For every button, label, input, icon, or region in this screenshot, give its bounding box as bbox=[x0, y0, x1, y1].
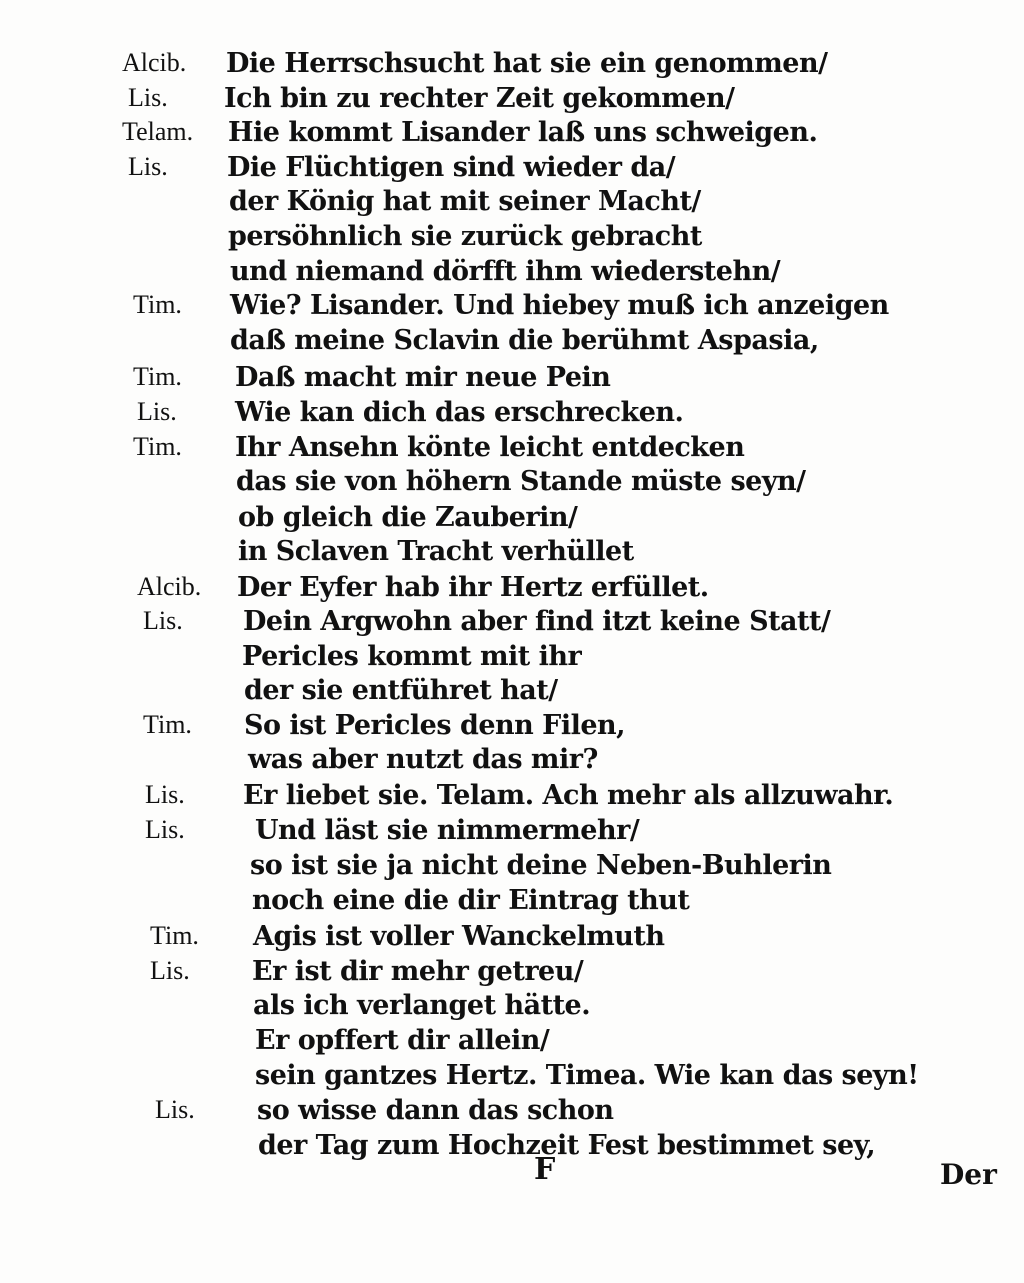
speaker-label: Lis. bbox=[137, 397, 177, 426]
verse-text: in Sclaven Tracht verhüllet bbox=[238, 536, 634, 567]
verse-line bbox=[0, 466, 1024, 502]
verse-text: der König hat mit seiner Macht/ bbox=[229, 186, 701, 217]
verse-text: Der Eyfer hab ihr Hertz erfüllet. bbox=[237, 572, 709, 603]
verse-line bbox=[0, 83, 1024, 119]
verse-text: Daß macht mir neue Pein bbox=[235, 362, 611, 393]
verse-text: was aber nutzt das mir? bbox=[248, 744, 598, 775]
verse-text: persöhnlich sie zurück gebracht bbox=[228, 221, 702, 252]
speaker-label: Lis. bbox=[150, 956, 190, 985]
verse-line bbox=[0, 1060, 1024, 1096]
verse-line bbox=[0, 572, 1024, 608]
speaker-label: Telam. bbox=[122, 117, 194, 146]
verse-line bbox=[0, 885, 1024, 921]
speaker-label: Alcib. bbox=[137, 572, 202, 601]
verse-text: Die Flüchtigen sind wieder da/ bbox=[227, 152, 676, 183]
speaker-label: Alcib. bbox=[122, 48, 187, 77]
verse-line bbox=[0, 815, 1024, 851]
verse-text: Dein Argwohn aber find itzt keine Statt/ bbox=[243, 606, 831, 637]
speaker-label: Lis. bbox=[145, 780, 185, 809]
verse-line bbox=[0, 397, 1024, 433]
verse-line bbox=[0, 1130, 1024, 1166]
verse-line bbox=[0, 1025, 1024, 1061]
speaker-label: Lis. bbox=[128, 152, 168, 181]
verse-text: so wisse dann das schon bbox=[257, 1095, 614, 1126]
verse-text: als ich verlanget hätte. bbox=[253, 990, 591, 1021]
verse-text: das sie von höhern Stande müste seyn/ bbox=[236, 466, 806, 497]
verse-line bbox=[0, 606, 1024, 642]
verse-line bbox=[0, 325, 1024, 361]
speaker-label: Tim. bbox=[133, 290, 182, 319]
speaker-label: Lis. bbox=[155, 1095, 195, 1124]
speaker-label: Tim. bbox=[143, 710, 192, 739]
verse-text: Wie kan dich das erschrecken. bbox=[235, 397, 684, 428]
verse-text: der sie entführet hat/ bbox=[244, 675, 558, 706]
verse-text: Er ist dir mehr getreu/ bbox=[252, 956, 584, 987]
verse-line bbox=[0, 956, 1024, 992]
verse-text: so ist sie ja nicht deine Neben-Buhlerin bbox=[250, 850, 832, 881]
verse-text: noch eine die dir Eintrag thut bbox=[252, 885, 690, 916]
verse-line bbox=[0, 152, 1024, 188]
verse-line bbox=[0, 432, 1024, 468]
verse-line bbox=[0, 675, 1024, 711]
verse-text: So ist Pericles denn Filen, bbox=[244, 710, 626, 741]
speaker-label: Lis. bbox=[128, 83, 168, 112]
verse-line bbox=[0, 502, 1024, 538]
verse-line bbox=[0, 186, 1024, 222]
verse-text: Die Herrschsucht hat sie ein genommen/ bbox=[226, 48, 828, 79]
speaker-label: Tim. bbox=[133, 432, 182, 461]
verse-line bbox=[0, 536, 1024, 572]
verse-text: Ich bin zu rechter Zeit gekommen/ bbox=[224, 83, 735, 114]
verse-line bbox=[0, 710, 1024, 746]
verse-text: ob gleich die Zauberin/ bbox=[238, 502, 578, 533]
verse-line bbox=[0, 48, 1024, 84]
verse-text: Er opffert dir allein/ bbox=[255, 1025, 550, 1056]
verse-line bbox=[0, 117, 1024, 153]
verse-line bbox=[0, 221, 1024, 257]
verse-line bbox=[0, 290, 1024, 326]
verse-text: Agis ist voller Wanckelmuth bbox=[253, 921, 665, 952]
verse-line bbox=[0, 362, 1024, 398]
verse-line bbox=[0, 1095, 1024, 1131]
verse-line bbox=[0, 641, 1024, 677]
verse-text: und niemand dörfft ihm wiederstehn/ bbox=[230, 256, 781, 287]
verse-text: Und läst sie nimmermehr/ bbox=[255, 815, 640, 846]
verse-text: der Tag zum Hochzeit Fest bestimmet sey, bbox=[258, 1130, 876, 1161]
verse-line bbox=[0, 990, 1024, 1026]
verse-line bbox=[0, 921, 1024, 957]
speaker-label: Lis. bbox=[143, 606, 183, 635]
verse-text: Pericles kommt mit ihr bbox=[242, 641, 582, 672]
verse-text: Ihr Ansehn könte leicht entdecken bbox=[235, 432, 745, 463]
verse-line bbox=[0, 780, 1024, 816]
speaker-label: Lis. bbox=[145, 815, 185, 844]
verse-text: Wie? Lisander. Und hiebey muß ich anzeigen bbox=[230, 290, 889, 321]
verse-text: sein gantzes Hertz. Timea. Wie kan das seyn! bbox=[255, 1060, 919, 1091]
verse-text: Er liebet sie. Telam. Ach mehr als allzuwahr. bbox=[243, 780, 894, 811]
signature-mark: F bbox=[534, 1152, 556, 1187]
verse-text: daß meine Sclavin die berühmt Aspasia, bbox=[230, 325, 819, 356]
catchword: Der bbox=[940, 1158, 997, 1191]
verse-line bbox=[0, 850, 1024, 886]
speaker-label: Tim. bbox=[150, 921, 199, 950]
verse-line bbox=[0, 744, 1024, 780]
speaker-label: Tim. bbox=[133, 362, 182, 391]
verse-line bbox=[0, 256, 1024, 292]
verse-text: Hie kommt Lisander laß uns schweigen. bbox=[228, 117, 818, 148]
